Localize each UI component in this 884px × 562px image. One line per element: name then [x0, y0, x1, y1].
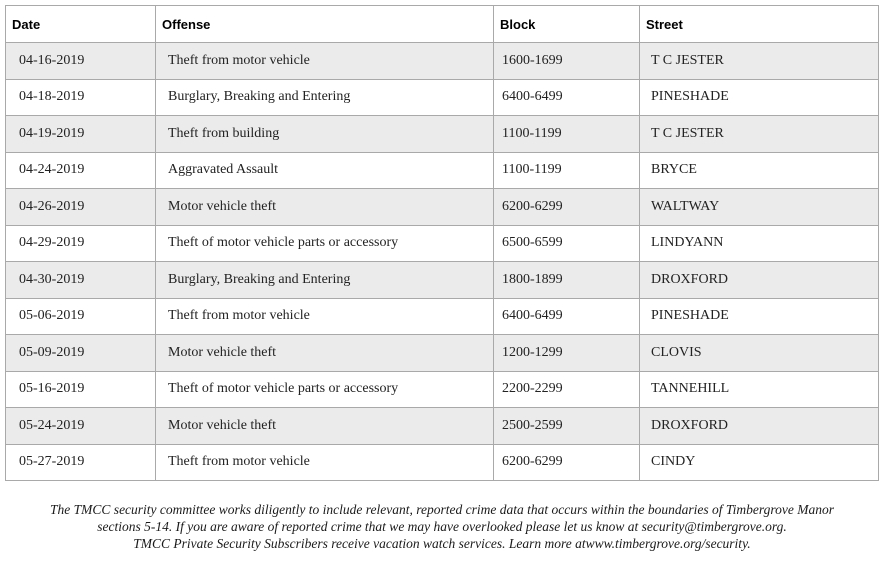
header-block: Block [494, 6, 640, 43]
table-header-row [6, 6, 879, 43]
cell-offense: Motor vehicle theft [156, 335, 494, 372]
table-row [6, 189, 879, 226]
table-row [6, 298, 879, 335]
cell-street: PINESHADE [640, 298, 879, 335]
cell-block: 1800-1899 [494, 262, 640, 299]
cell-street: LINDYANN [640, 225, 879, 262]
table-row [6, 225, 879, 262]
table-row [6, 335, 879, 372]
cell-street: DROXFORD [640, 262, 879, 299]
cell-date: 04-16-2019 [6, 43, 156, 80]
cell-block: 6400-6499 [494, 79, 640, 116]
cell-block: 1200-1299 [494, 335, 640, 372]
footer-line-3: TMCC Private Security Subscribers receive vacation watch services. Learn more atwww.timbergrove.org/security. [133, 536, 751, 551]
table-row [6, 116, 879, 153]
cell-block: 6500-6599 [494, 225, 640, 262]
cell-offense: Theft of motor vehicle parts or accessory [156, 225, 494, 262]
table-row [6, 262, 879, 299]
crime-report-table [5, 5, 879, 481]
cell-date: 04-24-2019 [6, 152, 156, 189]
cell-street: CLOVIS [640, 335, 879, 372]
cell-offense: Theft from motor vehicle [156, 43, 494, 80]
cell-date: 04-29-2019 [6, 225, 156, 262]
cell-offense: Theft from motor vehicle [156, 444, 494, 481]
cell-date: 05-16-2019 [6, 371, 156, 408]
table-row [6, 371, 879, 408]
footer-line-2: sections 5-14. If you are aware of reported crime that we may have overlooked please let us know at security@timbergrove.org. [97, 519, 787, 534]
cell-block: 6200-6299 [494, 189, 640, 226]
cell-block: 1100-1199 [494, 152, 640, 189]
cell-offense: Burglary, Breaking and Entering [156, 79, 494, 116]
crime-report-table-container [5, 5, 878, 481]
header-street: Street [640, 6, 879, 43]
header-offense: Offense [156, 6, 494, 43]
cell-offense: Motor vehicle theft [156, 408, 494, 445]
cell-offense: Theft from motor vehicle [156, 298, 494, 335]
cell-block: 2200-2299 [494, 371, 640, 408]
cell-street: T C JESTER [640, 116, 879, 153]
cell-street: CINDY [640, 444, 879, 481]
cell-street: T C JESTER [640, 43, 879, 80]
cell-street: PINESHADE [640, 79, 879, 116]
cell-offense: Burglary, Breaking and Entering [156, 262, 494, 299]
cell-block: 1100-1199 [494, 116, 640, 153]
cell-block: 1600-1699 [494, 43, 640, 80]
cell-street: TANNEHILL [640, 371, 879, 408]
header-date: Date [6, 6, 156, 43]
table-row [6, 43, 879, 80]
table-row [6, 79, 879, 116]
cell-date: 04-30-2019 [6, 262, 156, 299]
footer-note [0, 501, 884, 552]
cell-block: 2500-2599 [494, 408, 640, 445]
cell-offense: Aggravated Assault [156, 152, 494, 189]
cell-date: 04-18-2019 [6, 79, 156, 116]
cell-date: 05-06-2019 [6, 298, 156, 335]
table-row [6, 408, 879, 445]
cell-date: 04-19-2019 [6, 116, 156, 153]
cell-date: 05-27-2019 [6, 444, 156, 481]
cell-date: 05-24-2019 [6, 408, 156, 445]
cell-date: 04-26-2019 [6, 189, 156, 226]
cell-street: WALTWAY [640, 189, 879, 226]
cell-block: 6400-6499 [494, 298, 640, 335]
cell-date: 05-09-2019 [6, 335, 156, 372]
table-row [6, 444, 879, 481]
cell-street: BRYCE [640, 152, 879, 189]
cell-street: DROXFORD [640, 408, 879, 445]
cell-block: 6200-6299 [494, 444, 640, 481]
table-row [6, 152, 879, 189]
cell-offense: Theft of motor vehicle parts or accessory [156, 371, 494, 408]
footer-line-1: The TMCC security committee works diligently to include relevant, reported crime data that occurs within the boundaries of Timbergrove Manor [50, 502, 834, 517]
cell-offense: Motor vehicle theft [156, 189, 494, 226]
cell-offense: Theft from building [156, 116, 494, 153]
